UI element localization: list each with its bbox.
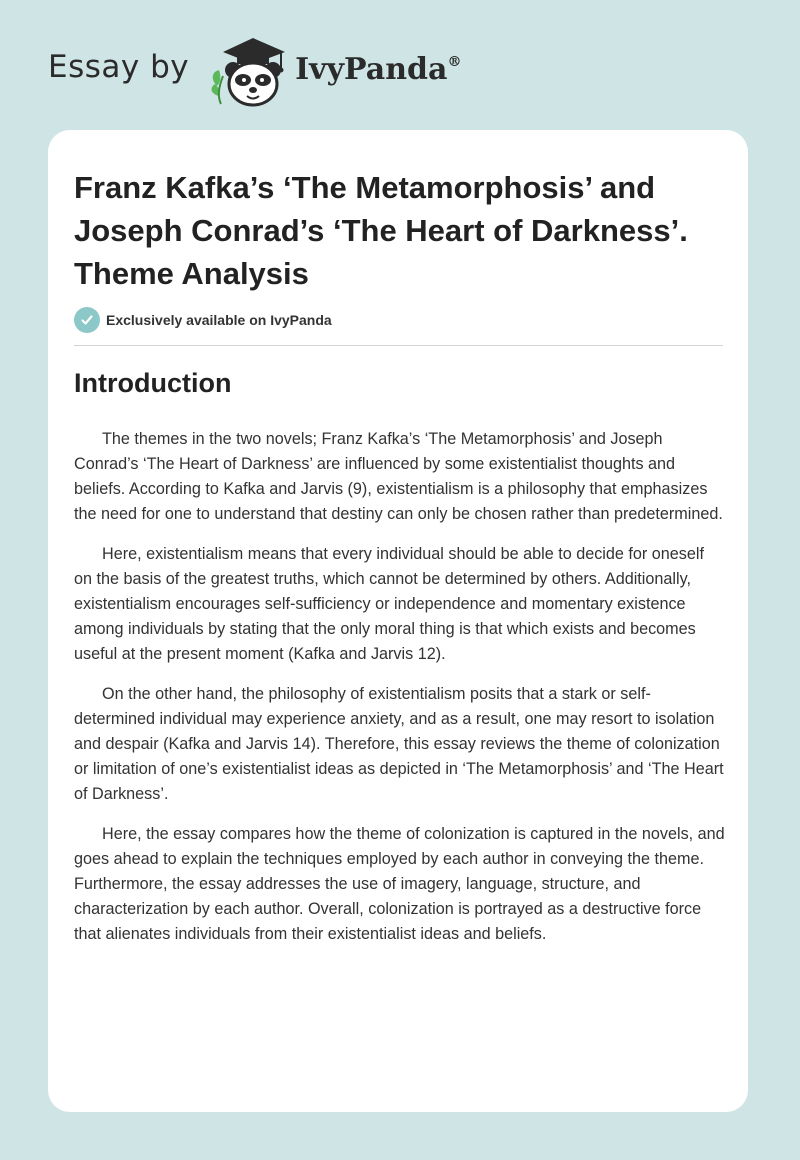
divider <box>74 345 723 346</box>
exclusive-label: Exclusively available on IvyPanda <box>106 312 332 328</box>
essay-by-label: Essay by <box>48 49 190 85</box>
paragraph: Here, existentialism means that every individual should be able to decide for oneself on the basis of the greatest truths, which cannot be determined by others. Additionally, existentialism encourages self-sufficiency or independence and momentary existence among individuals by stating that the only moral thing is that which exists and becomes useful at the present moment (Kafka and Jarvis 12). <box>74 545 704 663</box>
exclusive-badge <box>74 307 332 333</box>
article-title: Franz Kafka’s ‘The Metamorphosis’ and Joseph Conrad’s ‘The Heart of Darkness’. Theme Analysis <box>74 170 688 291</box>
brand-name[interactable]: IvyPanda® <box>295 51 462 87</box>
paragraph: Here, the essay compares how the theme of colonization is captured in the novels, and goes ahead to explain the techniques employed by each author in conveying the theme. Furthermore, the essay addresses the use of imagery, language, structure, and characterization by each author. Overall, colonization is portrayed as a destructive force that alienates individuals from their existentialist ideas and beliefs. <box>74 825 725 943</box>
paragraph: The themes in the two novels; Franz Kafka’s ‘The Metamorphosis’ and Joseph Conrad’s ‘The Heart of Darkness’ are influenced by some existentialist thoughts and beliefs. According to Kafka and Jarvis (9), existentialism is a philosophy that emphasizes the need for one to understand that destiny can only be chosen rather than predetermined. <box>74 430 723 523</box>
check-circle-icon <box>74 307 100 333</box>
registered-mark: ® <box>447 53 462 70</box>
site-header <box>48 30 461 110</box>
article-card <box>48 130 748 1112</box>
article-body <box>74 427 726 962</box>
panda-graduate-icon[interactable] <box>203 30 293 110</box>
paragraph: On the other hand, the philosophy of existentialism posits that a stark or self-determined individual may experience anxiety, and as a result, one may resort to isolation and despair (Kafka and Jarvis 14). Therefore, this essay reviews the theme of colonization or limitation of one’s existentialist ideas as depicted in ‘The Metamorphosis’ and ‘The Heart of Darkness’. <box>74 685 724 803</box>
section-heading-introduction: Introduction <box>74 368 232 398</box>
